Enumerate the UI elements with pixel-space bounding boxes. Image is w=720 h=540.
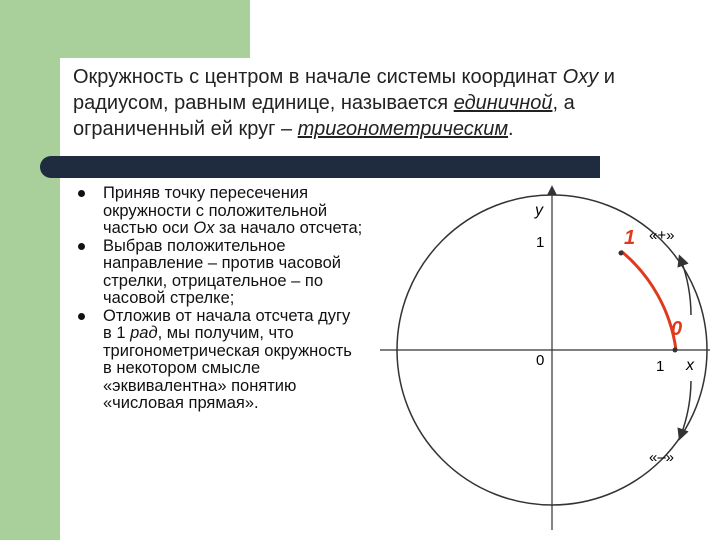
title-text-2: и [598, 66, 615, 88]
origin-label: 0 [536, 352, 545, 369]
divider-bar [40, 156, 600, 178]
positive-label: «+» [649, 227, 675, 244]
red-one-label: 1 [624, 227, 636, 249]
arc-start-point [673, 348, 678, 353]
title-oxy: Oxy [562, 66, 599, 88]
bullet-list [78, 185, 363, 413]
title-text-6: . [508, 118, 514, 140]
positive-direction-arrow [681, 260, 691, 315]
x-axis-label: x [686, 357, 694, 374]
bullet-3-em: рад [130, 324, 158, 342]
title-trig-term: тригонометрическим [297, 118, 509, 140]
title-text-5: ограниченный ей круг – [73, 118, 298, 140]
bullet-item [78, 308, 363, 413]
unit-circle-diagram [375, 185, 720, 535]
y-unit-label: 1 [536, 234, 545, 251]
slide-title [73, 64, 720, 142]
bullet-item [78, 238, 363, 308]
title-text-1: Окружность с центром в начале системы координат [73, 66, 563, 88]
red-zero-label: 0 [671, 318, 683, 340]
title-line-2 [73, 90, 720, 116]
y-axis-label: y [535, 202, 543, 219]
bullet-2-text: Выбрав положительное направление – против часовой стрелки, отрицательное – по часовой стрелке; [103, 236, 342, 307]
bullet-item [78, 185, 363, 238]
bullet-3-tail: , мы получим, что тригонометрическая окружность в некотором смысле «эквивалентна» понятию «числовая прямая». [103, 324, 352, 412]
title-line-1 [73, 64, 720, 90]
title-line-3 [73, 116, 720, 142]
title-text-4: , а [552, 92, 575, 114]
title-text-3: радиусом, равным единице, называется [73, 92, 454, 114]
green-side-bar [0, 0, 60, 540]
bullet-1-em: Ox [193, 219, 215, 237]
negative-label: «–» [649, 449, 675, 466]
bullet-1-tail: за начало отсчета; [214, 219, 363, 237]
green-top-block [0, 0, 250, 58]
x-unit-label: 1 [656, 358, 665, 375]
title-unit-term: единичной [453, 92, 553, 114]
one-radian-arc [621, 251, 676, 350]
arc-end-point [619, 251, 624, 256]
bullet-1-text: Приняв точку пересечения окружности с положительной частью оси [103, 184, 328, 237]
bullet-3-text: Отложив от начала отсчета дугу в 1 [103, 306, 351, 342]
